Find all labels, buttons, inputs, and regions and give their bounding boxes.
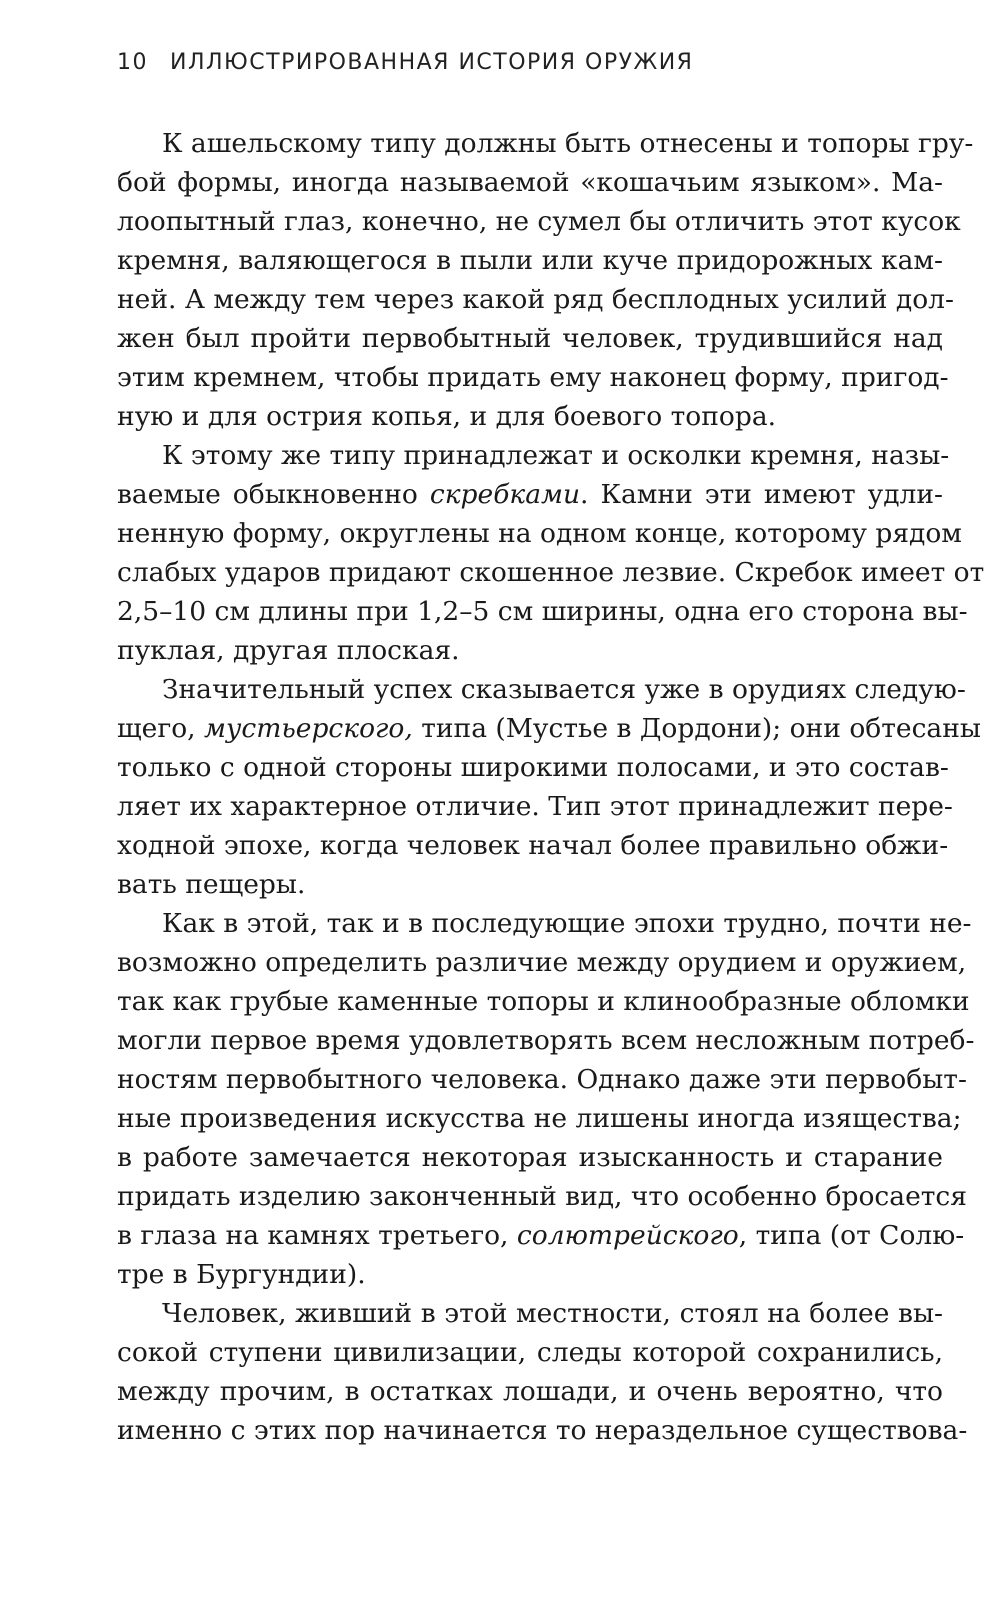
paragraph [117,904,975,1294]
text-line [117,202,961,241]
text-line [117,1177,967,1216]
text-run: щего, [117,713,205,744]
text-line [117,436,950,475]
text-run: могли первое время удовлетворять всем несложным потреб- [117,1025,975,1056]
text-run: Значительный успех сказывается уже в орудиях следую- [162,674,966,705]
text-run: возможно определить различие между орудием и оружием, [117,947,967,978]
text-run: К этому же типу принадлежат и осколки кремня, назы- [162,440,950,471]
text-line [117,1372,943,1411]
text-run: придать изделию законченный вид, что особенно бросается [117,1181,967,1212]
text-line [117,709,981,748]
text-line [117,1411,968,1450]
text-run: ные произведения искусства не лишены иногда изящества; [117,1103,962,1134]
text-run: именно с этих пор начинается то нераздельное существова- [117,1415,968,1446]
text-run: бой формы, иногда называемой «кошачьим языком». Ма- [117,167,943,198]
text-line [117,748,949,787]
text-run: ходной эпохе, когда человек начал более правильно обжи- [117,830,949,861]
text-line [117,787,953,826]
text-run: слабых ударов придают скошенное лезвие. Скребок имеет от [117,557,985,588]
text-run: ваемые обыкновенно [117,479,430,510]
text-run: между прочим, в остатках лошади, и очень вероятно, что [117,1376,943,1407]
text-run: 2,5–10 см длины при 1,2–5 см ширины, одна его сторона вы- [117,596,968,627]
paragraph [117,436,985,670]
text-line [117,943,967,982]
text-run: так как грубые каменные топоры и клинообразные обломки [117,986,970,1017]
text-line [117,982,970,1021]
text-run: ненную форму, округлены на одном конце, которому рядом [117,518,962,549]
text-line [117,241,943,280]
text-run: в работе замечается некоторая изысканность и старание [117,1142,943,1173]
text-line [117,553,985,592]
text-run: ностям первобытного человека. Однако даже эти первобыт- [117,1064,967,1095]
text-line [117,1294,943,1333]
paragraph [117,124,974,436]
text-line [117,1021,975,1060]
text-run: ную и для острия копья, и для боевого топора. [117,401,777,432]
text-line [117,1138,943,1177]
text-line [117,1255,943,1294]
text-run: тре в Бургундии). [117,1259,366,1290]
text-line [117,280,954,319]
text-line [117,1060,967,1099]
text-line [117,475,943,514]
text-line [117,358,949,397]
text-line [117,163,943,202]
text-line [117,865,943,904]
text-run: кремня, валяющегося в пыли или куче придорожных кам- [117,245,943,276]
text-run: сокой ступени цивилизации, следы которой сохранились, [117,1337,943,1368]
running-header [117,50,693,75]
text-run: пуклая, другая плоская. [117,635,460,666]
text-line [117,1099,962,1138]
italic-term: скребками [429,479,581,510]
text-line [117,514,962,553]
italic-term: солютрейского [516,1220,739,1251]
text-run: . Камни эти имеют удли- [580,479,943,510]
text-run: жен был пройти первобытный человек, трудившийся над [117,323,943,354]
text-line [117,319,943,358]
text-line [117,826,949,865]
paragraph [117,1294,968,1450]
italic-term: мустьерского, [204,713,413,744]
text-line [117,670,966,709]
text-line [117,397,943,436]
text-run: К ашельскому типу должны быть отнесены и топоры гру- [162,128,974,159]
text-line [117,592,968,631]
text-run: лоопытный глаз, конечно, не сумел бы отличить этот кусок [117,206,961,237]
text-run: только с одной стороны широкими полосами, и это состав- [117,752,949,783]
text-line [117,1333,943,1372]
running-title: ИЛЛЮСТРИРОВАННАЯ ИСТОРИЯ ОРУЖИЯ [170,50,694,75]
text-run: вать пещеры. [117,869,306,900]
text-run: типа (Мустье в Дордони); они обтесаны [412,713,981,744]
text-run: ней. А между тем через какой ряд бесплодных усилий дол- [117,284,954,315]
text-line [117,904,972,943]
page-number: 10 [117,50,148,75]
text-line [117,124,974,163]
text-run: ляет их характерное отличие. Тип этот принадлежит пере- [117,791,953,822]
text-run: , типа (от Солю- [738,1220,965,1251]
text-line [117,1216,965,1255]
text-run: Как в этой, так и в последующие эпохи трудно, почти не- [162,908,972,939]
page-body-text [117,124,985,1450]
paragraph [117,670,981,904]
text-run: Человек, живший в этой местности, стоял на более вы- [162,1298,943,1329]
text-run: этим кремнем, чтобы придать ему наконец форму, пригод- [117,362,949,393]
text-run: в глаза на камнях третьего, [117,1220,517,1251]
text-line [117,631,943,670]
